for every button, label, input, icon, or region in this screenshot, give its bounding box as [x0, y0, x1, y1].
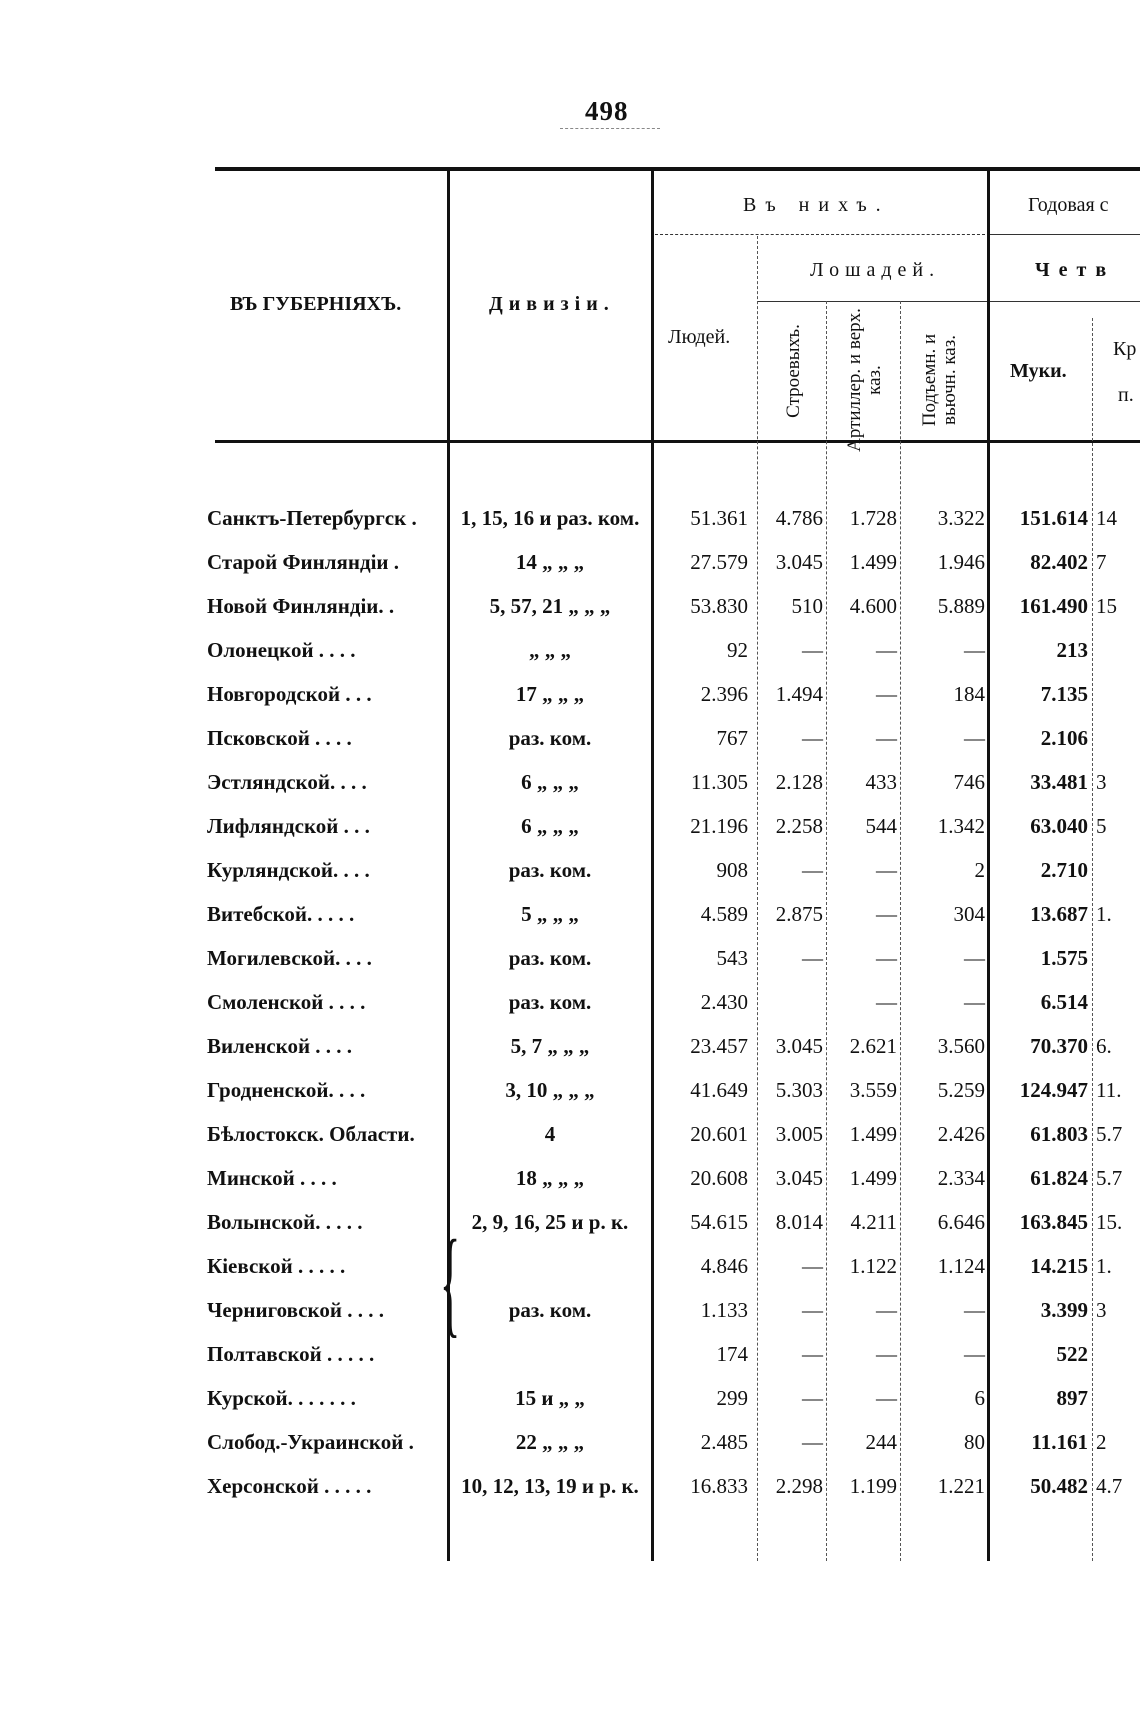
division-cell: 2, 9, 16, 25 и р. к. — [471, 1210, 629, 1234]
table-row — [0, 1420, 1140, 1464]
pack-horses-cell: 80 — [964, 1430, 985, 1454]
division-cell: раз. ком. — [508, 726, 592, 750]
people-cell: 2.396 — [700, 682, 748, 706]
flour-cell: 161.490 — [1019, 594, 1088, 618]
people-cell: 20.608 — [690, 1166, 748, 1190]
province-cell: Лифляндской . . . — [207, 814, 370, 838]
people-cell: 23.457 — [690, 1034, 748, 1058]
division-cell: 22 „ „ „ — [515, 1430, 585, 1454]
province-cell: Псковской . . . . — [207, 726, 352, 750]
table-row — [0, 1068, 1140, 1112]
line-horses-cell: 4.786 — [775, 506, 823, 530]
province-cell: Слобод.-Украинской . — [207, 1430, 414, 1454]
province-cell: Санктъ-Петербургск . — [207, 506, 417, 530]
flour-cell: 2.710 — [1040, 858, 1088, 882]
artillery-horses-cell: — — [876, 858, 897, 882]
people-cell: 54.615 — [690, 1210, 748, 1234]
people-cell: 53.830 — [690, 594, 748, 618]
province-cell: Черниговской . . . . — [207, 1298, 384, 1322]
flour-cell: 33.481 — [1030, 770, 1088, 794]
province-cell: Кіевской . . . . . — [207, 1254, 346, 1278]
people-cell: 908 — [716, 858, 748, 882]
header-people: Людей. — [668, 326, 731, 348]
groats-cell: 11. — [1096, 1078, 1122, 1102]
pack-horses-cell: — — [964, 726, 985, 750]
line-horses-cell: 510 — [791, 594, 823, 618]
people-cell: 11.305 — [691, 770, 748, 794]
province-cell: Эстляндской. . . . — [207, 770, 367, 794]
header-horses-pack: Подъемн. и вьючн. каз. — [919, 333, 960, 427]
province-cell: Полтавской . . . . . — [207, 1342, 375, 1366]
artillery-horses-cell: 4.211 — [850, 1210, 897, 1234]
groats-cell: 5 — [1096, 814, 1107, 838]
division-cell: 5 „ „ „ — [521, 902, 579, 926]
people-cell: 2.485 — [700, 1430, 748, 1454]
table-row — [0, 1200, 1140, 1244]
artillery-horses-cell: — — [876, 1298, 897, 1322]
artillery-horses-cell: — — [876, 902, 897, 926]
table-row — [0, 936, 1140, 980]
pack-horses-cell: 6 — [974, 1386, 985, 1410]
province-cell: Старой Финляндіи . — [207, 550, 400, 574]
division-cell: 14 „ „ „ — [515, 550, 585, 574]
people-cell: 543 — [716, 946, 748, 970]
pack-horses-cell: 3.560 — [937, 1034, 985, 1058]
artillery-horses-cell: — — [876, 990, 897, 1014]
pack-horses-cell: 2 — [974, 858, 985, 882]
pack-horses-cell: 1.946 — [937, 550, 985, 574]
people-cell: 41.649 — [690, 1078, 748, 1102]
groats-cell: 7 — [1096, 550, 1107, 574]
line-horses-cell: 8.014 — [775, 1210, 823, 1234]
division-cell: раз. ком. — [508, 858, 592, 882]
line-horses-cell: 1.494 — [775, 682, 823, 706]
header-groats-partial-2: п. — [1118, 384, 1134, 406]
artillery-horses-cell: — — [876, 638, 897, 662]
pack-horses-cell: 184 — [953, 682, 985, 706]
line-horses-cell: — — [802, 726, 823, 750]
flour-cell: 1.575 — [1040, 946, 1088, 970]
quarters-group-rule — [990, 301, 1140, 302]
in-them-group-rule — [655, 234, 985, 235]
pack-horses-cell: 5.259 — [937, 1078, 985, 1102]
groats-cell: 2 — [1096, 1430, 1107, 1454]
flour-cell: 163.845 — [1019, 1210, 1088, 1234]
pack-horses-cell: 746 — [953, 770, 985, 794]
province-cell: Новгородской . . . — [207, 682, 372, 706]
header-province: ВЪ ГУБЕРНІЯХЪ. — [230, 293, 402, 315]
people-cell: 299 — [716, 1386, 748, 1410]
table-row — [0, 628, 1140, 672]
artillery-horses-cell: 2.621 — [849, 1034, 897, 1058]
artillery-horses-cell: 1.728 — [849, 506, 897, 530]
artillery-horses-cell: 1.499 — [849, 550, 897, 574]
division-cell: раз. ком. — [508, 1298, 592, 1322]
line-horses-cell: — — [802, 946, 823, 970]
pack-horses-cell: 6.646 — [937, 1210, 985, 1234]
groats-cell: 3 — [1096, 770, 1107, 794]
line-horses-cell: — — [802, 1254, 823, 1278]
division-cell: 5, 7 „ „ „ — [510, 1034, 590, 1058]
header-divisions: Дивизіи. — [489, 293, 615, 315]
people-cell: 174 — [716, 1342, 748, 1366]
people-cell: 767 — [716, 726, 748, 750]
division-cell: 6 „ „ „ — [521, 770, 579, 794]
line-horses-cell: — — [802, 638, 823, 662]
line-horses-cell: — — [802, 1342, 823, 1366]
flour-cell: 522 — [1056, 1342, 1088, 1366]
header-annual: Годовая с — [1028, 194, 1109, 216]
province-cell: Смоленской . . . . — [207, 990, 366, 1014]
table-row — [0, 848, 1140, 892]
header-groats-partial: Кр — [1113, 338, 1137, 360]
header-horses-artillery: Артиллер. и верх. каз. — [844, 308, 885, 452]
page-number: 498 — [585, 96, 629, 126]
table-row — [0, 1288, 1140, 1332]
header-horses: Лошадей. — [810, 259, 941, 281]
table-row — [0, 584, 1140, 628]
line-horses-cell: 2.875 — [775, 902, 823, 926]
people-cell: 92 — [727, 638, 748, 662]
table-row — [0, 804, 1140, 848]
pack-horses-cell: 2.334 — [937, 1166, 985, 1190]
artillery-horses-cell: 1.122 — [849, 1254, 897, 1278]
line-horses-cell: — — [802, 858, 823, 882]
division-cell: 4 — [544, 1122, 556, 1146]
flour-cell: 2.106 — [1040, 726, 1088, 750]
line-horses-cell: 3.045 — [775, 1166, 823, 1190]
pack-horses-cell: — — [964, 1342, 985, 1366]
line-horses-cell: 2.298 — [775, 1474, 823, 1498]
groats-cell: 1. — [1096, 1254, 1112, 1278]
table-row — [0, 1376, 1140, 1420]
pack-horses-cell: — — [964, 946, 985, 970]
flour-cell: 3.399 — [1040, 1298, 1088, 1322]
table-row — [0, 760, 1140, 804]
pack-horses-cell: 304 — [953, 902, 985, 926]
flour-cell: 11.161 — [1031, 1430, 1088, 1454]
flour-cell: 82.402 — [1030, 550, 1088, 574]
division-cell: 1, 15, 16 и раз. ком. — [460, 506, 640, 530]
division-cell: 18 „ „ „ — [515, 1166, 585, 1190]
province-cell: Могилевской. . . . — [207, 946, 372, 970]
table-row — [0, 540, 1140, 584]
artillery-horses-cell: — — [876, 1342, 897, 1366]
groats-cell: 4.7 — [1096, 1474, 1123, 1498]
province-cell: Витебской. . . . . — [207, 902, 355, 926]
groats-cell: 5.7 — [1096, 1166, 1123, 1190]
top-rule — [215, 167, 1140, 171]
flour-cell: 61.824 — [1030, 1166, 1088, 1190]
artillery-horses-cell: — — [876, 682, 897, 706]
province-cell: Волынской. . . . . — [207, 1210, 363, 1234]
flour-cell: 13.687 — [1030, 902, 1088, 926]
artillery-horses-cell: — — [876, 946, 897, 970]
province-cell: Курской. . . . . . . — [207, 1386, 356, 1410]
line-horses-cell: — — [802, 1430, 823, 1454]
line-horses-cell: 3.045 — [775, 1034, 823, 1058]
table-row — [0, 1156, 1140, 1200]
table-row — [0, 716, 1140, 760]
province-cell: Минской . . . . — [207, 1166, 337, 1190]
groats-cell: 15. — [1096, 1210, 1123, 1234]
flour-cell: 151.614 — [1019, 506, 1088, 530]
province-cell: Новой Финляндіи. . — [207, 594, 395, 618]
division-cell: раз. ком. — [508, 946, 592, 970]
artillery-horses-cell: 1.499 — [849, 1122, 897, 1146]
flour-cell: 63.040 — [1030, 814, 1088, 838]
artillery-horses-cell: 3.559 — [849, 1078, 897, 1102]
flour-cell: 124.947 — [1019, 1078, 1088, 1102]
pack-horses-cell: 1.221 — [937, 1474, 985, 1498]
pack-horses-cell: — — [964, 990, 985, 1014]
line-horses-cell: 3.005 — [775, 1122, 823, 1146]
header-in-them: Въ нихъ. — [743, 194, 890, 216]
table-row — [0, 892, 1140, 936]
division-cell: 6 „ „ „ — [521, 814, 579, 838]
province-cell: Бѣлостокск. Области. — [207, 1122, 415, 1146]
division-cell: 3, 10 „ „ „ — [505, 1078, 595, 1102]
groats-cell: 6. — [1096, 1034, 1112, 1058]
flour-cell: 897 — [1056, 1386, 1088, 1410]
table-row — [0, 672, 1140, 716]
artillery-horses-cell: 244 — [865, 1430, 897, 1454]
groats-cell: 14 — [1096, 506, 1117, 530]
table-row — [0, 1244, 1140, 1288]
pack-horses-cell: 1.342 — [937, 814, 985, 838]
people-cell: 21.196 — [690, 814, 748, 838]
artillery-horses-cell: 4.600 — [849, 594, 897, 618]
artillery-horses-cell: 1.499 — [849, 1166, 897, 1190]
flour-cell: 6.514 — [1040, 990, 1088, 1014]
line-horses-cell: 2.258 — [775, 814, 823, 838]
table-row — [0, 1464, 1140, 1508]
people-cell: 51.361 — [690, 506, 748, 530]
division-cell: 5, 57, 21 „ „ „ — [489, 594, 611, 618]
people-cell: 2.430 — [700, 990, 748, 1014]
flour-cell: 7.135 — [1040, 682, 1088, 706]
division-cell: 15 и „ „ — [515, 1386, 585, 1410]
groats-cell: 1. — [1096, 902, 1112, 926]
flour-cell: 50.482 — [1030, 1474, 1088, 1498]
people-cell: 4.589 — [700, 902, 748, 926]
people-cell: 4.846 — [700, 1254, 748, 1278]
province-cell: Херсонской . . . . . — [207, 1474, 372, 1498]
province-cell: Виленской . . . . — [207, 1034, 353, 1058]
artillery-horses-cell: 1.199 — [849, 1474, 897, 1498]
annual-group-rule — [990, 234, 1140, 235]
division-cell: 17 „ „ „ — [515, 682, 585, 706]
groats-cell: 15 — [1096, 594, 1117, 618]
pack-horses-cell: 2.426 — [937, 1122, 985, 1146]
header-bottom-rule — [215, 440, 1140, 443]
flour-cell: 70.370 — [1030, 1034, 1088, 1058]
table-row — [0, 980, 1140, 1024]
artillery-horses-cell: 544 — [865, 814, 897, 838]
groats-cell: 3 — [1096, 1298, 1107, 1322]
table-row — [0, 1112, 1140, 1156]
table-row — [0, 1024, 1140, 1068]
line-horses-cell: 2.128 — [775, 770, 823, 794]
pack-horses-cell: 5.889 — [937, 594, 985, 618]
flour-cell: 61.803 — [1030, 1122, 1088, 1146]
pack-horses-cell: — — [964, 1298, 985, 1322]
header-quarters: Четв — [1035, 259, 1116, 281]
artillery-horses-cell: 433 — [865, 770, 897, 794]
page-number-rule — [560, 128, 660, 129]
flour-cell: 213 — [1056, 638, 1088, 662]
groats-cell: 5.7 — [1096, 1122, 1123, 1146]
bracket-brace: { — [440, 1215, 461, 1348]
province-cell: Курляндской. . . . — [207, 858, 370, 882]
artillery-horses-cell: — — [876, 726, 897, 750]
people-cell: 1.133 — [700, 1298, 748, 1322]
line-horses-cell: 5.303 — [775, 1078, 823, 1102]
artillery-horses-cell: — — [876, 1386, 897, 1410]
header-flour: Муки. — [1010, 360, 1067, 382]
people-cell: 16.833 — [690, 1474, 748, 1498]
division-cell: „ „ „ — [529, 638, 571, 662]
flour-cell: 14.215 — [1030, 1254, 1088, 1278]
pack-horses-cell: 3.322 — [937, 506, 985, 530]
division-cell: 10, 12, 13, 19 и р. к. — [461, 1474, 639, 1498]
people-cell: 20.601 — [690, 1122, 748, 1146]
province-cell: Гродненской. . . . — [207, 1078, 366, 1102]
people-cell: 27.579 — [690, 550, 748, 574]
line-horses-cell: 3.045 — [775, 550, 823, 574]
line-horses-cell: — — [802, 1386, 823, 1410]
division-cell: раз. ком. — [508, 990, 592, 1014]
header-horses-line: Строевыхъ. — [783, 324, 804, 418]
line-horses-cell: — — [802, 1298, 823, 1322]
pack-horses-cell: 1.124 — [937, 1254, 985, 1278]
pack-horses-cell: — — [964, 638, 985, 662]
table-row — [0, 1332, 1140, 1376]
table-row — [0, 496, 1140, 540]
province-cell: Олонецкой . . . . — [207, 638, 356, 662]
